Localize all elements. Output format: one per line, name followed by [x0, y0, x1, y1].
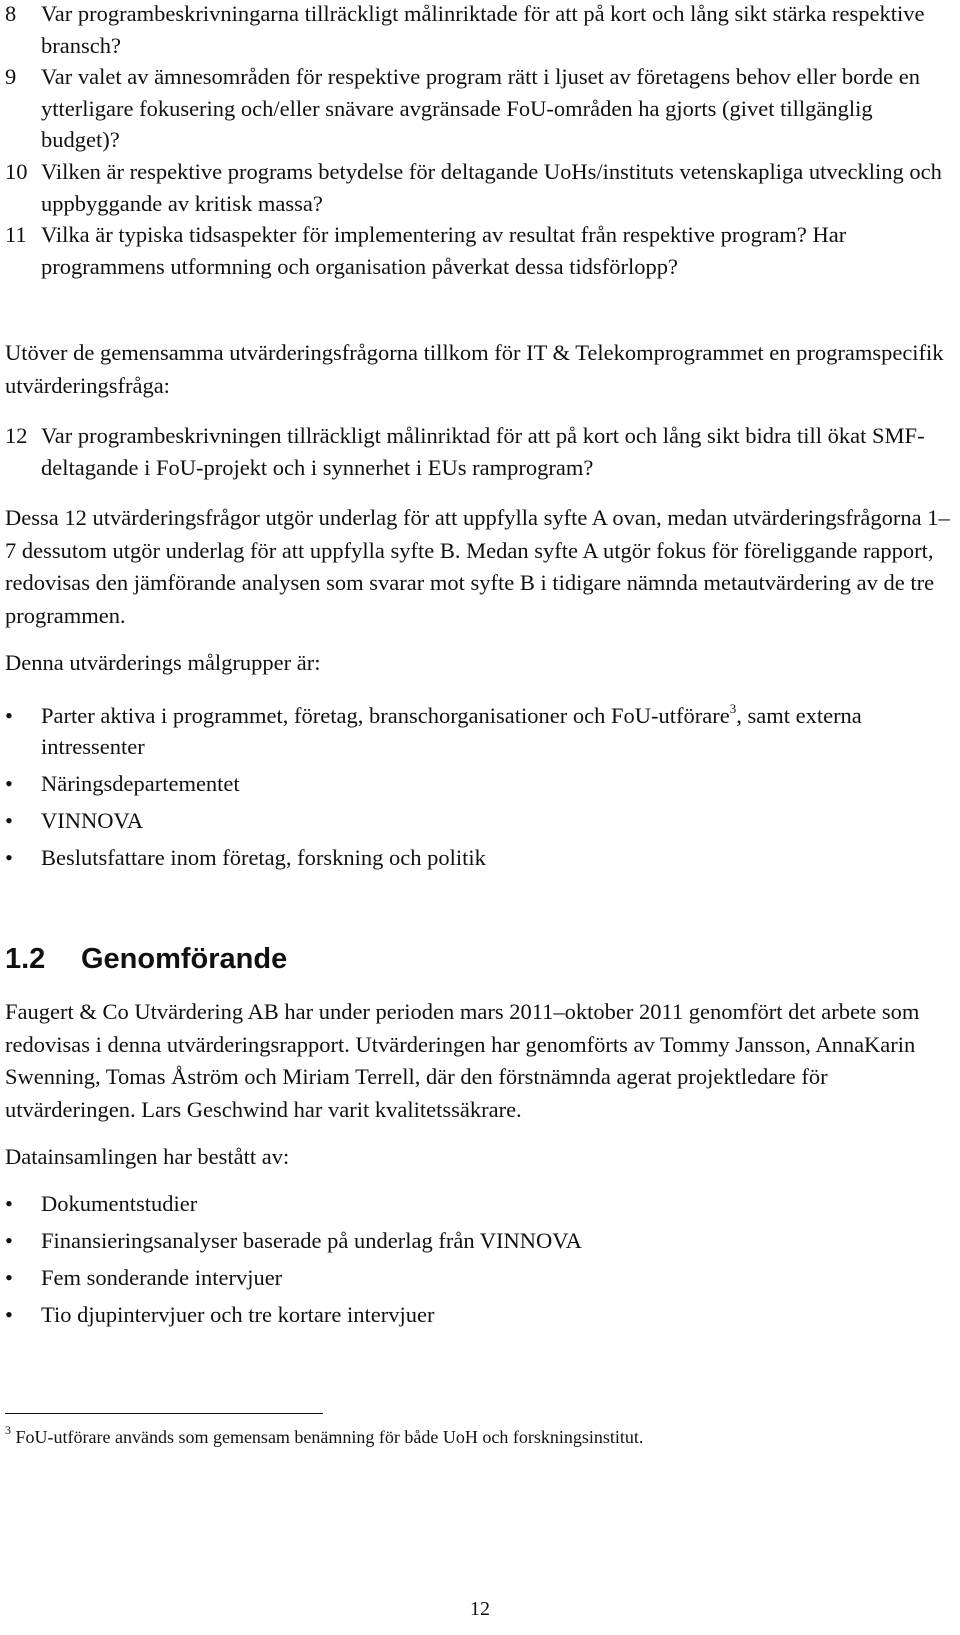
list-item — [5, 1299, 950, 1330]
section-number: 1.2 — [5, 943, 46, 975]
question-number: 8 — [5, 1, 17, 26]
list-item — [5, 805, 950, 836]
question-number: 10 — [5, 159, 28, 184]
question-number: 11 — [5, 222, 27, 247]
paragraph-purpose: Dessa 12 utvärderingsfrågor utgör underlag för att uppfylla syfte A ovan, medan utvärderingsfrågorna 1–7 dessutom utgör underlag för att uppfylla syfte B. Medan syfte A utgör fokus för föreliggande rapport, redovisas den jämförande analysen som svarar mot syfte B i tidigare nämnda metautvärdering av de tre programmen. — [5, 505, 950, 628]
list-item — [5, 842, 950, 873]
list-item — [5, 1262, 950, 1293]
bullet-icon: • — [5, 808, 13, 833]
list-item — [5, 768, 950, 799]
footnote-text: FoU-utförare används som gemensam benämning för både UoH och forskningsinstitut. — [15, 1427, 644, 1447]
footnote-reference: 3 — [729, 700, 737, 716]
target-groups-list — [5, 700, 950, 873]
bullet-icon: • — [5, 1228, 13, 1253]
question-12 — [5, 420, 955, 483]
footnote-divider — [5, 1413, 323, 1414]
list-item-text: Dokumentstudier — [41, 1191, 198, 1216]
section-title: Genomförande — [81, 943, 288, 975]
paragraph-extra-question: Utöver de gemensamma utvärderingsfrågorna tillkom för IT & Telekomprogrammet en programspecifik utvärderingsfråga: — [5, 340, 944, 398]
data-collection-intro: Datainsamlingen har bestått av: — [5, 1144, 290, 1169]
question-11 — [5, 219, 955, 282]
list-item-text: Finansieringsanalyser baserade på underlag från VINNOVA — [41, 1228, 582, 1253]
question-number: 9 — [5, 64, 17, 89]
bullet-icon: • — [5, 845, 13, 870]
list-item-text: Beslutsfattare inom företag, forskning och politik — [41, 845, 486, 870]
list-item-text: Parter aktiva i programmet, företag, branschorganisationer och FoU-utförare — [41, 703, 730, 728]
question-text: Vilka är typiska tidsaspekter för implementering av resultat från respektive program? Har programmens utformning och organisation påverkat dessa tidsförlopp? — [41, 222, 847, 279]
question-number: 12 — [5, 423, 28, 448]
question-text: Var valet av ämnesområden för respektive program rätt i ljuset av företagens behov eller borde en ytterligare fokusering och/eller snävare avgränsade FoU-områden ha gjorts (givet tillgänglig budget)? — [41, 64, 921, 152]
bullet-icon: • — [5, 703, 13, 728]
bullet-icon: • — [5, 1191, 13, 1216]
bullet-icon: • — [5, 1302, 13, 1327]
question-text: Var programbeskrivningen tillräckligt målinriktad för att på kort och lång sikt bidra till ökat SMF-deltagande i FoU-projekt och i synnerhet i EUs ramprogram? — [41, 423, 925, 480]
list-item — [5, 1188, 950, 1219]
list-item — [5, 1225, 950, 1256]
question-10 — [5, 156, 955, 219]
question-8 — [5, 0, 955, 61]
target-groups-intro: Denna utvärderings målgrupper är: — [5, 650, 321, 675]
bullet-icon: • — [5, 771, 13, 796]
footnote-marker: 3 — [5, 1423, 11, 1437]
list-item-text: Näringsdepartementet — [41, 771, 240, 796]
document-page — [5, 0, 955, 1635]
list-item-text-continued: , samt externa intressenter — [41, 703, 862, 759]
page-number: 12 — [470, 1598, 490, 1620]
list-item — [5, 700, 950, 762]
footnote — [5, 1425, 643, 1449]
section-heading — [5, 942, 287, 976]
list-item-text: VINNOVA — [41, 808, 144, 833]
question-9 — [5, 61, 955, 156]
list-item-text: Tio djupintervjuer och tre kortare intervjuer — [41, 1302, 435, 1327]
data-collection-list — [5, 1188, 950, 1330]
question-text: Vilken är respektive programs betydelse för deltagande UoHs/instituts vetenskapliga utveckling och uppbyggande av kritisk massa? — [41, 159, 942, 216]
bullet-icon: • — [5, 1265, 13, 1290]
paragraph-execution: Faugert & Co Utvärdering AB har under perioden mars 2011–oktober 2011 genomfört det arbete som redovisas i denna utvärderingsrapport. Utvärderingen har genomförts av Tommy Jansson, AnnaKarin Swenning, Tomas Åström och Miriam Terrell, där den förstnämnda agerat projektledare för utvärderingen. Lars Geschwind har varit kvalitetssäkrare. — [5, 999, 920, 1122]
question-text: Var programbeskrivningarna tillräckligt målinriktade för att på kort och lång sikt stärka respektive bransch? — [41, 1, 925, 58]
list-item-text: Fem sonderande intervjuer — [41, 1265, 283, 1290]
